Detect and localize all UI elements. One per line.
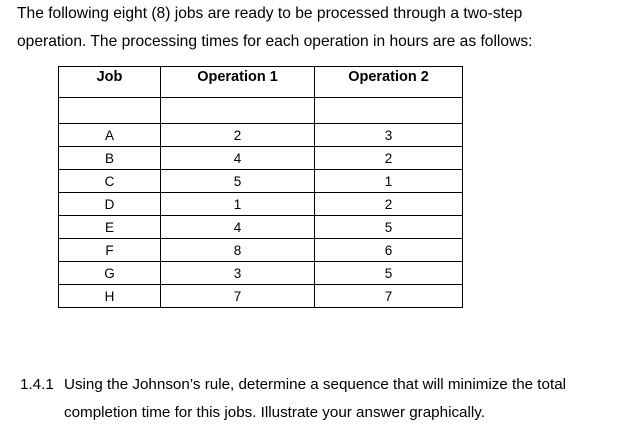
cell-job: D bbox=[59, 193, 161, 216]
cell-operation-2: 1 bbox=[315, 170, 463, 193]
cell-operation-2: 2 bbox=[315, 147, 463, 170]
table-row bbox=[59, 216, 463, 239]
cell-job: G bbox=[59, 262, 161, 285]
intro-line-1: The following eight (8) jobs are ready to be processed through a two-step bbox=[17, 5, 523, 22]
cell-operation-2: 6 bbox=[315, 239, 463, 262]
cell-job: E bbox=[59, 216, 161, 239]
cell-operation-2: 2 bbox=[315, 193, 463, 216]
question-line-1: Using the Johnson’s rule, determine a sequence that will minimize the total bbox=[64, 376, 567, 393]
intro-paragraph bbox=[17, 0, 607, 56]
table-row bbox=[59, 147, 463, 170]
table-row bbox=[59, 239, 463, 262]
header-job: Job bbox=[59, 67, 161, 98]
cell-operation-1: 1 bbox=[161, 193, 315, 216]
cell-operation-1: 5 bbox=[161, 170, 315, 193]
question-1-4-1 bbox=[20, 371, 610, 427]
cell-job: C bbox=[59, 170, 161, 193]
cell-job: B bbox=[59, 147, 161, 170]
table-row bbox=[59, 285, 463, 308]
header-operation-2: Operation 2 bbox=[315, 67, 463, 98]
processing-times-table bbox=[58, 66, 463, 308]
cell-operation-2: 5 bbox=[315, 262, 463, 285]
intro-line-2: operation. The processing times for each operation in hours are as follows: bbox=[17, 33, 533, 50]
cell-operation-1: 4 bbox=[161, 147, 315, 170]
table-row bbox=[59, 170, 463, 193]
table-spacer-row bbox=[59, 98, 463, 124]
cell-operation-2: 3 bbox=[315, 124, 463, 147]
cell-job: A bbox=[59, 124, 161, 147]
cell-operation-2: 5 bbox=[315, 216, 463, 239]
cell-job: F bbox=[59, 239, 161, 262]
header-operation-1: Operation 1 bbox=[161, 67, 315, 98]
cell-operation-1: 2 bbox=[161, 124, 315, 147]
table-row bbox=[59, 193, 463, 216]
question-number: 1.4.1 bbox=[20, 376, 54, 393]
cell-operation-1: 3 bbox=[161, 262, 315, 285]
cell-operation-1: 4 bbox=[161, 216, 315, 239]
cell-operation-1: 7 bbox=[161, 285, 315, 308]
table-header-row bbox=[59, 67, 463, 98]
cell-operation-1: 8 bbox=[161, 239, 315, 262]
cell-operation-2: 7 bbox=[315, 285, 463, 308]
cell-job: H bbox=[59, 285, 161, 308]
table-row bbox=[59, 262, 463, 285]
question-line-2: completion time for this jobs. Illustrate your answer graphically. bbox=[64, 404, 485, 421]
table-row bbox=[59, 124, 463, 147]
